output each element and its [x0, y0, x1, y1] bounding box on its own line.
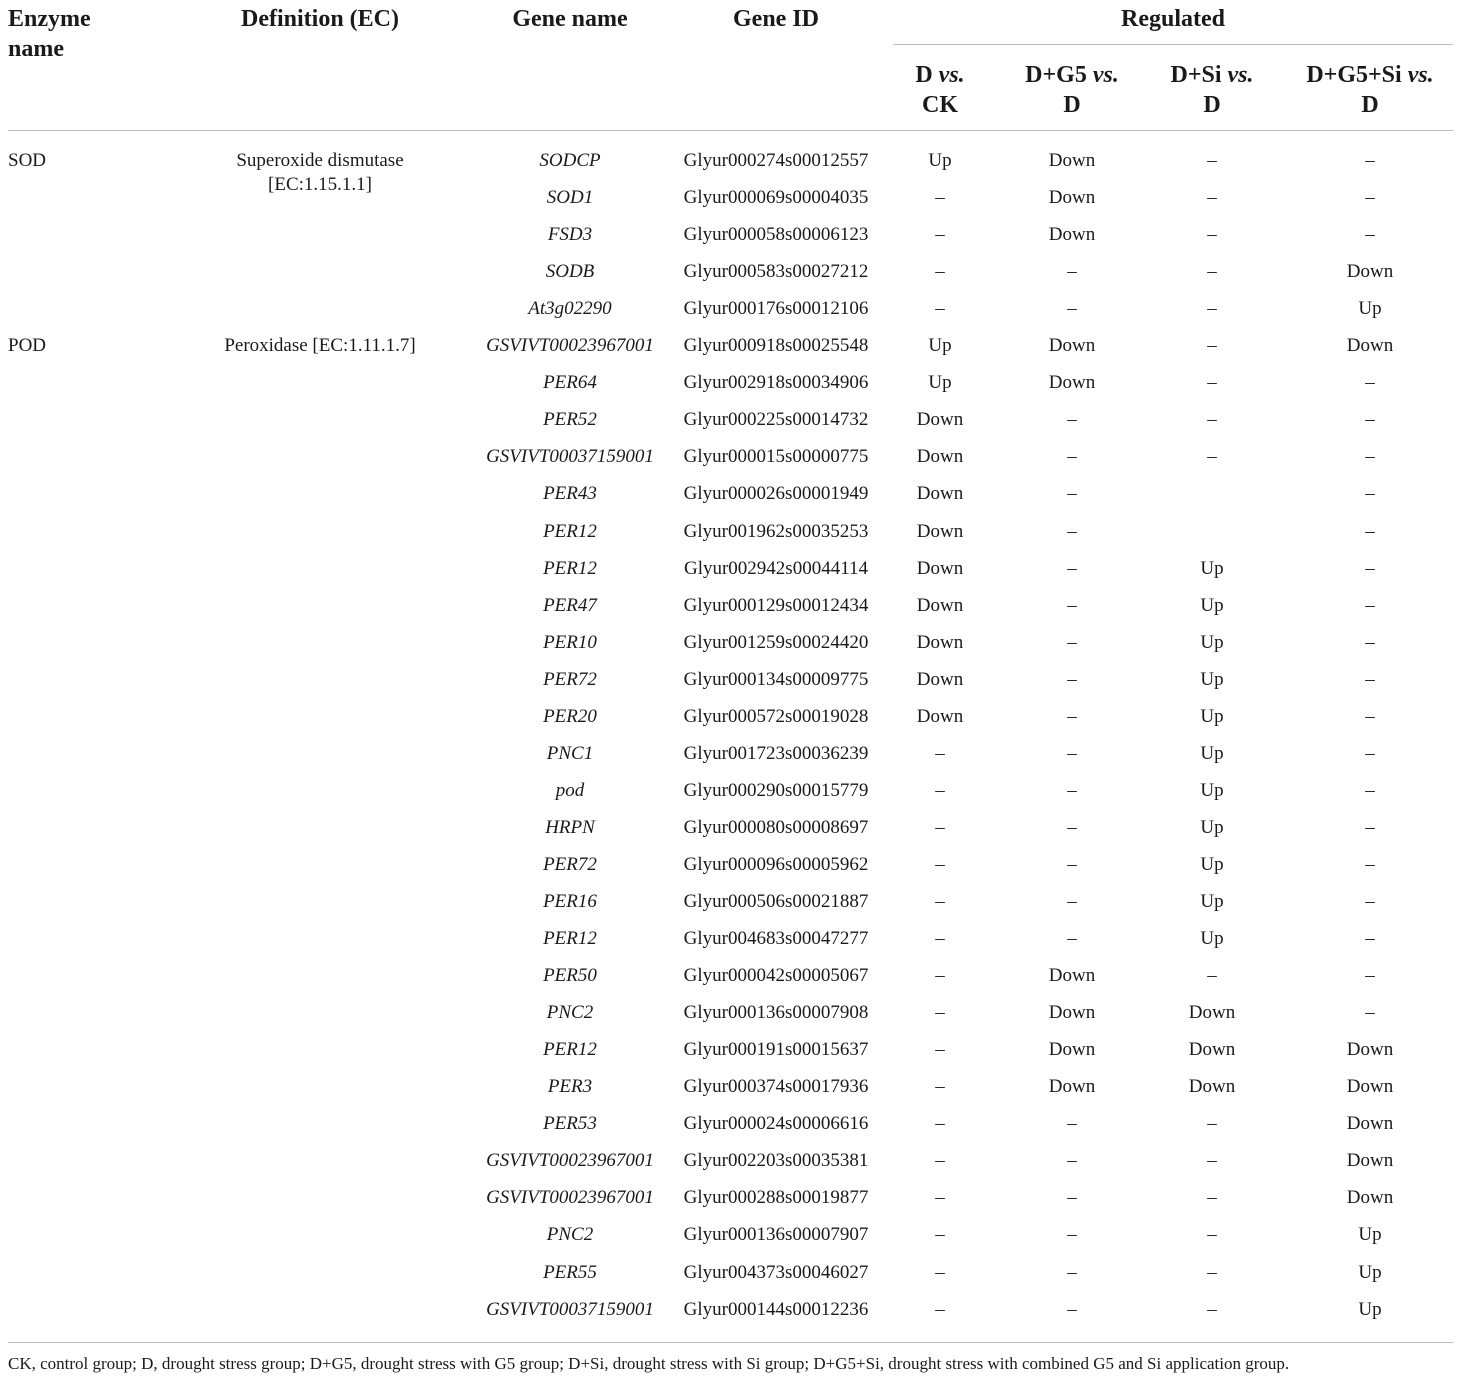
dg5-vs-d-cell: Down	[1048, 187, 1096, 208]
gene-name-cell: HRPN	[545, 817, 595, 838]
dg5-vs-d-cell: –	[1067, 632, 1077, 653]
gene-name-cell: GSVIVT00023967001	[486, 1187, 654, 1208]
dsi-vs-d-cell: –	[1207, 298, 1217, 319]
gene-id-cell: Glyur000374s00017936	[683, 1076, 869, 1097]
d-vs-ck-cell: Down	[916, 706, 964, 727]
d-vs-ck-cell: –	[935, 780, 945, 801]
gene-name-cell: FSD3	[547, 224, 593, 245]
gene-name-cell: PER12	[543, 928, 597, 949]
dg5si-vs-d-cell: Down	[1346, 335, 1394, 356]
gene-name-cell: PER64	[543, 372, 597, 393]
dsi-vs-d-cell: Up	[1200, 817, 1224, 838]
bottom-rule	[8, 1342, 1453, 1343]
gene-name-cell: PER55	[543, 1262, 597, 1283]
gene-id-cell: Glyur001259s00024420	[683, 632, 869, 653]
dg5si-vs-d-cell: –	[1365, 409, 1375, 430]
dsi-vs-d-cell: Up	[1200, 891, 1224, 912]
gene-id-cell: Glyur000129s00012434	[683, 595, 869, 616]
dg5-vs-d-cell: Down	[1048, 1002, 1096, 1023]
dg5si-vs-d-cell: Down	[1346, 1039, 1394, 1060]
dsi-vs-d-cell: Up	[1200, 928, 1224, 949]
gene-id-cell: Glyur000080s00008697	[683, 817, 869, 838]
d-vs-ck-cell: –	[935, 1299, 945, 1320]
dg5si-vs-d-cell: –	[1365, 669, 1375, 690]
gene-name-cell: GSVIVT00023967001	[486, 335, 654, 356]
gene-id-cell: Glyur004683s00047277	[683, 928, 869, 949]
gene-name-cell: PER47	[543, 595, 597, 616]
d-vs-ck-cell: Up	[928, 150, 952, 171]
dsi-vs-d-cell: Up	[1200, 743, 1224, 764]
dg5si-vs-d-cell: Down	[1346, 1150, 1394, 1171]
dg5si-vs-d-cell: –	[1365, 928, 1375, 949]
dg5si-vs-d-cell: –	[1365, 224, 1375, 245]
dg5-vs-d-cell: Down	[1048, 224, 1096, 245]
d-vs-ck-cell: Down	[916, 595, 964, 616]
gene-name-cell: At3g02290	[528, 298, 612, 319]
dg5si-vs-d-cell: Up	[1358, 1224, 1382, 1245]
dsi-vs-d-cell: –	[1207, 965, 1217, 986]
dsi-vs-d-cell: Up	[1200, 669, 1224, 690]
gene-name-cell: PER3	[547, 1076, 593, 1097]
dg5-vs-d-cell: –	[1067, 261, 1077, 282]
dg5-vs-d-cell: –	[1067, 446, 1077, 467]
dsi-vs-d-cell: –	[1207, 446, 1217, 467]
header-gene-id: Gene ID	[733, 6, 819, 32]
d-vs-ck-cell: –	[935, 1262, 945, 1283]
gene-name-cell: PER53	[543, 1113, 597, 1134]
d-vs-ck-cell: –	[935, 1039, 945, 1060]
dg5-vs-d-cell: –	[1067, 483, 1077, 504]
dg5si-vs-d-cell: –	[1365, 446, 1375, 467]
d-vs-ck-cell: –	[935, 298, 945, 319]
gene-name-cell: GSVIVT00037159001	[486, 446, 654, 467]
gene-id-cell: Glyur001962s00035253	[683, 521, 869, 542]
gene-id-cell: Glyur000096s00005962	[683, 854, 869, 875]
gene-name-cell: SODCP	[539, 150, 601, 171]
dsi-vs-d-cell: –	[1207, 372, 1217, 393]
dg5-vs-d-cell: Down	[1048, 965, 1096, 986]
gene-name-cell: PER12	[543, 1039, 597, 1060]
gene-id-cell: Glyur000015s00000775	[683, 446, 869, 467]
dg5si-vs-d-cell: –	[1365, 521, 1375, 542]
header-rule	[8, 130, 1453, 131]
gene-id-cell: Glyur000191s00015637	[683, 1039, 869, 1060]
gene-id-cell: Glyur000274s00012557	[683, 150, 869, 171]
dg5si-vs-d-cell: –	[1365, 558, 1375, 579]
dsi-vs-d-cell: –	[1207, 335, 1217, 356]
gene-name-cell: PNC2	[546, 1224, 594, 1245]
dg5-vs-d-cell: –	[1067, 521, 1077, 542]
d-vs-ck-cell: –	[935, 261, 945, 282]
header-dg5si-vs-d: D+G5+Si vs. D	[1306, 62, 1434, 118]
dg5si-vs-d-cell: Up	[1358, 1299, 1382, 1320]
gene-id-cell: Glyur000176s00012106	[683, 298, 869, 319]
dg5-vs-d-cell: –	[1067, 891, 1077, 912]
gene-id-cell: Glyur000572s00019028	[683, 706, 869, 727]
gene-id-cell: Glyur002942s00044114	[683, 558, 869, 579]
gene-name-cell: PER20	[543, 706, 597, 727]
gene-id-cell: Glyur000144s00012236	[683, 1299, 869, 1320]
dsi-vs-d-cell: Up	[1200, 706, 1224, 727]
d-vs-ck-cell: Down	[916, 632, 964, 653]
dsi-vs-d-cell: –	[1207, 1262, 1217, 1283]
dg5-vs-d-cell: –	[1067, 854, 1077, 875]
d-vs-ck-cell: –	[935, 1076, 945, 1097]
dg5si-vs-d-cell: Down	[1346, 261, 1394, 282]
dg5si-vs-d-cell: –	[1365, 706, 1375, 727]
gene-name-cell: PER12	[543, 521, 597, 542]
d-vs-ck-cell: –	[935, 854, 945, 875]
dsi-vs-d-cell: Up	[1200, 780, 1224, 801]
dg5si-vs-d-cell: –	[1365, 187, 1375, 208]
gene-id-cell: Glyur000136s00007908	[683, 1002, 869, 1023]
dg5-vs-d-cell: –	[1067, 1113, 1077, 1134]
dg5-vs-d-cell: –	[1067, 1299, 1077, 1320]
gene-id-cell: Glyur000288s00019877	[683, 1187, 869, 1208]
dg5si-vs-d-cell: –	[1365, 854, 1375, 875]
dg5-vs-d-cell: –	[1067, 780, 1077, 801]
gene-id-cell: Glyur000918s00025548	[683, 335, 869, 356]
d-vs-ck-cell: –	[935, 1187, 945, 1208]
dsi-vs-d-cell: Down	[1188, 1076, 1236, 1097]
gene-name-cell: PER16	[543, 891, 597, 912]
gene-id-cell: Glyur000506s00021887	[683, 891, 869, 912]
gene-name-cell: PER43	[543, 483, 597, 504]
footnote: CK, control group; D, drought stress group; D+G5, drought stress with G5 group; D+Si, drought stress with Si group; D+G5+Si, drought stress with combined G5 and Si application group.	[8, 1354, 1290, 1373]
gene-id-cell: Glyur000069s00004035	[683, 187, 869, 208]
gene-name-cell: PNC2	[546, 1002, 594, 1023]
d-vs-ck-cell: –	[935, 1224, 945, 1245]
dg5-vs-d-cell: –	[1067, 595, 1077, 616]
gene-name-cell: SODB	[545, 261, 595, 282]
dg5si-vs-d-cell: –	[1365, 965, 1375, 986]
dg5si-vs-d-cell: –	[1365, 483, 1375, 504]
dg5si-vs-d-cell: –	[1365, 743, 1375, 764]
dg5si-vs-d-cell: –	[1365, 372, 1375, 393]
header-enzyme-name: Enzyme name	[8, 6, 91, 62]
gene-name-cell: PER10	[543, 632, 597, 653]
dsi-vs-d-cell: Up	[1200, 595, 1224, 616]
dsi-vs-d-cell: –	[1207, 1187, 1217, 1208]
dsi-vs-d-cell: Down	[1188, 1039, 1236, 1060]
dsi-vs-d-cell: Up	[1200, 632, 1224, 653]
d-vs-ck-cell: Down	[916, 669, 964, 690]
gene-name-cell: PER72	[543, 854, 597, 875]
dg5-vs-d-cell: –	[1067, 706, 1077, 727]
dg5-vs-d-cell: –	[1067, 817, 1077, 838]
dg5si-vs-d-cell: –	[1365, 632, 1375, 653]
dg5si-vs-d-cell: –	[1365, 1002, 1375, 1023]
d-vs-ck-cell: –	[935, 224, 945, 245]
header-dsi-vs-d: D+Si vs. D	[1170, 62, 1254, 118]
dg5-vs-d-cell: –	[1067, 298, 1077, 319]
dg5si-vs-d-cell: –	[1365, 780, 1375, 801]
header-dg5-vs-d: D+G5 vs. D	[1025, 62, 1119, 118]
dsi-vs-d-cell: –	[1207, 1113, 1217, 1134]
gene-name-cell: PER52	[543, 409, 597, 430]
dg5-vs-d-cell: –	[1067, 1224, 1077, 1245]
dg5-vs-d-cell: –	[1067, 669, 1077, 690]
gene-name-cell: PER72	[543, 669, 597, 690]
dg5si-vs-d-cell: Down	[1346, 1076, 1394, 1097]
gene-id-cell: Glyur000058s00006123	[683, 224, 869, 245]
dg5si-vs-d-cell: –	[1365, 891, 1375, 912]
dsi-vs-d-cell: –	[1207, 224, 1217, 245]
d-vs-ck-cell: Up	[928, 372, 952, 393]
enzyme-pod: POD	[8, 335, 47, 356]
dsi-vs-d-cell: –	[1207, 1224, 1217, 1245]
dg5-vs-d-cell: –	[1067, 1150, 1077, 1171]
d-vs-ck-cell: Up	[928, 335, 952, 356]
gene-id-cell: Glyur000225s00014732	[683, 409, 869, 430]
dg5si-vs-d-cell: –	[1365, 595, 1375, 616]
dg5-vs-d-cell: –	[1067, 928, 1077, 949]
d-vs-ck-cell: –	[935, 928, 945, 949]
d-vs-ck-cell: –	[935, 1113, 945, 1134]
gene-name-cell: SOD1	[546, 187, 594, 208]
dg5si-vs-d-cell: Down	[1346, 1187, 1394, 1208]
dg5-vs-d-cell: –	[1067, 743, 1077, 764]
dg5si-vs-d-cell: Up	[1358, 1262, 1382, 1283]
header-gene-name: Gene name	[512, 6, 628, 32]
dg5-vs-d-cell: –	[1067, 1187, 1077, 1208]
gene-id-cell: Glyur000024s00006616	[683, 1113, 869, 1134]
gene-id-cell: Glyur000026s00001949	[683, 483, 869, 504]
d-vs-ck-cell: –	[935, 1150, 945, 1171]
dg5-vs-d-cell: Down	[1048, 372, 1096, 393]
gene-id-cell: Glyur001723s00036239	[683, 743, 869, 764]
header-regulated: Regulated	[1121, 6, 1225, 32]
gene-name-cell: PNC1	[546, 743, 594, 764]
gene-id-cell: Glyur002203s00035381	[683, 1150, 869, 1171]
d-vs-ck-cell: –	[935, 965, 945, 986]
dsi-vs-d-cell: Down	[1188, 1002, 1236, 1023]
dsi-vs-d-cell: Up	[1200, 558, 1224, 579]
gene-name-cell: GSVIVT00023967001	[486, 1150, 654, 1171]
d-vs-ck-cell: –	[935, 891, 945, 912]
gene-id-cell: Glyur000583s00027212	[683, 261, 869, 282]
gene-id-cell: Glyur000134s00009775	[683, 669, 869, 690]
dg5-vs-d-cell: Down	[1048, 1076, 1096, 1097]
dsi-vs-d-cell: –	[1207, 187, 1217, 208]
gene-name-cell: GSVIVT00037159001	[486, 1299, 654, 1320]
dsi-vs-d-cell: Up	[1200, 854, 1224, 875]
dsi-vs-d-cell: –	[1207, 150, 1217, 171]
dg5-vs-d-cell: –	[1067, 558, 1077, 579]
d-vs-ck-cell: Down	[916, 483, 964, 504]
definition-pod: Peroxidase [EC:1.11.1.7]	[224, 335, 416, 356]
gene-name-cell: PER12	[543, 558, 597, 579]
gene-name-cell: pod	[555, 780, 585, 801]
d-vs-ck-cell: –	[935, 817, 945, 838]
d-vs-ck-cell: –	[935, 743, 945, 764]
d-vs-ck-cell: –	[935, 1002, 945, 1023]
dsi-vs-d-cell: –	[1207, 1150, 1217, 1171]
dg5-vs-d-cell: Down	[1048, 335, 1096, 356]
gene-id-cell: Glyur000290s00015779	[683, 780, 869, 801]
d-vs-ck-cell: –	[935, 187, 945, 208]
gene-id-cell: Glyur004373s00046027	[683, 1262, 869, 1283]
header-definition: Definition (EC)	[241, 6, 399, 32]
d-vs-ck-cell: Down	[916, 558, 964, 579]
gene-id-cell: Glyur000042s00005067	[683, 965, 869, 986]
dg5-vs-d-cell: –	[1067, 409, 1077, 430]
d-vs-ck-cell: Down	[916, 409, 964, 430]
dg5si-vs-d-cell: Down	[1346, 1113, 1394, 1134]
header-d-vs-ck: D vs. CK	[915, 62, 965, 118]
dg5-vs-d-cell: Down	[1048, 1039, 1096, 1060]
gene-id-cell: Glyur000136s00007907	[683, 1224, 869, 1245]
definition-sod: Superoxide dismutase [EC:1.15.1.1]	[236, 150, 404, 195]
d-vs-ck-cell: Down	[916, 521, 964, 542]
gene-name-cell: PER50	[543, 965, 597, 986]
regulated-underline	[893, 44, 1453, 45]
dg5si-vs-d-cell: –	[1365, 150, 1375, 171]
dg5si-vs-d-cell: –	[1365, 817, 1375, 838]
dg5si-vs-d-cell: Up	[1358, 298, 1382, 319]
dsi-vs-d-cell: –	[1207, 409, 1217, 430]
dg5-vs-d-cell: –	[1067, 1262, 1077, 1283]
gene-id-cell: Glyur002918s00034906	[683, 372, 869, 393]
dsi-vs-d-cell: –	[1207, 1299, 1217, 1320]
d-vs-ck-cell: Down	[916, 446, 964, 467]
enzyme-sod: SOD	[8, 150, 47, 171]
dg5-vs-d-cell: Down	[1048, 150, 1096, 171]
dsi-vs-d-cell: –	[1207, 261, 1217, 282]
